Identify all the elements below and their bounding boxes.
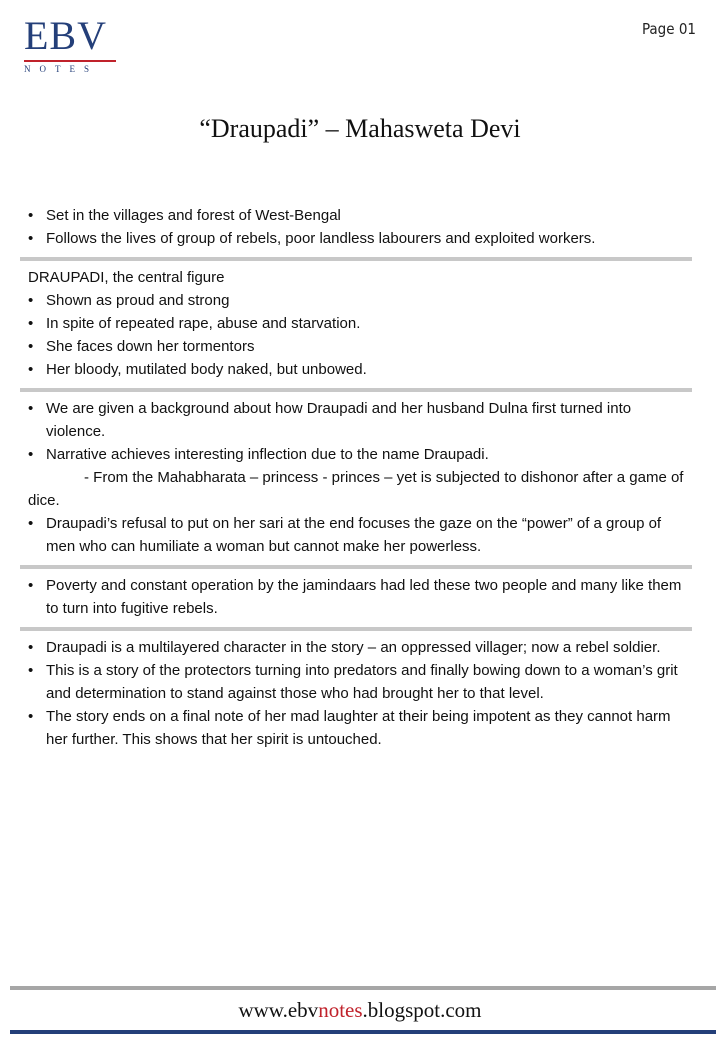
footer-divider xyxy=(10,986,716,990)
list-item-text: Draupadi is a multilayered character in the story – an oppressed villager; now a rebel soldier. xyxy=(46,639,661,656)
footer-url-suffix: .blogspot.com xyxy=(362,998,482,1022)
list-item-text: Draupadi’s refusal to put on her sari at the end focuses the gaze on the “power” of a group of men who can humiliate a woman but cannot make her powerless. xyxy=(46,515,662,555)
list-item xyxy=(20,397,692,443)
list-item xyxy=(20,289,692,312)
list-item-text: We are given a background about how Draupadi and her husband Dulna first turned into violence. xyxy=(46,400,632,440)
bullet-icon: • xyxy=(28,515,34,532)
list-item xyxy=(20,204,692,227)
footer-url-accent: notes xyxy=(318,998,363,1022)
list-item xyxy=(20,659,692,705)
list-item-text: Shown as proud and strong xyxy=(46,292,230,309)
logo-rule xyxy=(24,60,116,62)
list-item xyxy=(20,705,692,751)
list-item xyxy=(20,574,692,620)
list-item-text: Her bloody, mutilated body naked, but unbowed. xyxy=(46,361,367,378)
list-item-text: The story ends on a final note of her mad laughter at their being impotent as they cannot harm her further. This shows that her spirit is untouched. xyxy=(46,708,671,748)
list-item-text: Narrative achieves interesting inflection due to the name Draupadi. xyxy=(46,446,489,463)
footer-bottom-bar xyxy=(10,1030,716,1034)
bullet-icon: • xyxy=(28,230,34,247)
logo-wordmark: EBV xyxy=(24,13,107,58)
bullet-icon: • xyxy=(28,361,34,378)
list-item-text: She faces down her tormentors xyxy=(46,338,255,355)
list-item xyxy=(20,358,692,381)
bullet-icon: • xyxy=(28,400,34,417)
notes-content xyxy=(20,204,692,763)
bullet-icon: • xyxy=(28,446,34,463)
bullet-icon: • xyxy=(28,292,34,309)
section-background xyxy=(20,397,692,569)
list-item xyxy=(20,636,692,659)
list-item-text: Poverty and constant operation by the jamindaars had led these two people and many like them to turn into fugitive rebels. xyxy=(46,577,682,617)
list-item-text: Follows the lives of group of rebels, poor landless labourers and exploited workers. xyxy=(46,230,596,247)
list-item-text: This is a story of the protectors turning into predators and finally bowing down to a woman’s grit and determination to stand against those who had brought her to that level. xyxy=(46,662,678,702)
list-item xyxy=(20,443,692,466)
bullet-icon: • xyxy=(28,315,34,332)
bullet-icon: • xyxy=(28,577,34,594)
list-item-text: Set in the villages and forest of West-Bengal xyxy=(46,207,341,224)
bullet-icon: • xyxy=(28,338,34,355)
section-character xyxy=(20,636,692,758)
section-poverty xyxy=(20,574,692,631)
section-heading: DRAUPADI, the central figure xyxy=(28,269,225,286)
list-item xyxy=(20,227,692,250)
section-central-figure xyxy=(20,266,692,392)
sub-point: - From the Mahabharata – princess - princes – yet is subjected to dishonor after a game of dice. xyxy=(28,469,684,509)
page-title: “Draupadi” – Mahasweta Devi xyxy=(199,114,521,143)
bullet-icon: • xyxy=(28,708,34,725)
bullet-icon: • xyxy=(28,639,34,656)
logo-subtitle: NOTES xyxy=(24,64,98,74)
footer-url-prefix: www.ebv xyxy=(238,998,319,1022)
list-item xyxy=(20,512,692,558)
ebv-notes-logo xyxy=(24,13,118,74)
footer-website xyxy=(0,998,720,1023)
page-number: Page 01 xyxy=(641,20,696,38)
list-item-text: In spite of repeated rape, abuse and starvation. xyxy=(46,315,361,332)
list-item xyxy=(20,335,692,358)
bullet-icon: • xyxy=(28,207,34,224)
list-item xyxy=(20,312,692,335)
section-setting xyxy=(20,204,692,261)
bullet-icon: • xyxy=(28,662,34,679)
